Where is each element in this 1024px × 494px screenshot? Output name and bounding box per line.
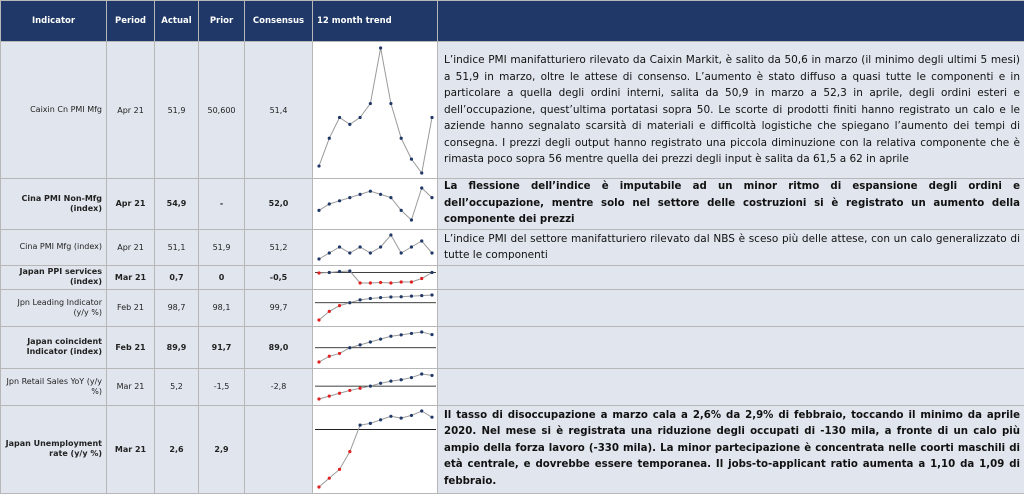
consensus-cell: -0,5 xyxy=(245,265,313,289)
actual-cell: 51,9 xyxy=(155,42,199,179)
indicator-name: Japan coincident Indicator (index) xyxy=(1,326,107,368)
actual-cell: 51,1 xyxy=(155,229,199,265)
table-row xyxy=(1,368,1024,405)
actual-cell: 98,7 xyxy=(155,289,199,326)
consensus-cell xyxy=(245,405,313,493)
sparkline-point xyxy=(379,296,382,299)
trend-cell xyxy=(313,265,438,289)
sparkline-point xyxy=(410,414,413,417)
sparkline-line xyxy=(319,295,432,320)
sparkline-line xyxy=(319,411,432,487)
sparkline-point xyxy=(400,333,403,336)
sparkline-point xyxy=(430,374,433,377)
sparkline-point xyxy=(317,209,320,212)
sparkline-point xyxy=(379,338,382,341)
trend-cell xyxy=(313,42,438,179)
sparkline-point xyxy=(358,343,361,346)
consensus-cell: 89,0 xyxy=(245,326,313,368)
prior-cell: 98,1 xyxy=(199,289,245,326)
prior-cell: -1,5 xyxy=(199,368,245,405)
sparkline-point xyxy=(348,122,351,125)
sparkline-point xyxy=(400,209,403,212)
prior-cell: - xyxy=(199,179,245,230)
table-row xyxy=(1,405,1024,493)
trend-cell xyxy=(313,179,438,230)
actual-cell: 54,9 xyxy=(155,179,199,230)
period-cell: Mar 21 xyxy=(107,405,155,493)
sparkline-point xyxy=(389,281,392,284)
sparkline-point xyxy=(389,415,392,418)
sparkline-point xyxy=(369,385,372,388)
consensus-cell: 51,4 xyxy=(245,42,313,179)
comment-cell xyxy=(438,265,1024,289)
sparkline-point xyxy=(430,251,433,254)
sparkline-point xyxy=(338,352,341,355)
period-cell: Feb 21 xyxy=(107,326,155,368)
sparkline-point xyxy=(410,295,413,298)
col-header-consensus: Consensus xyxy=(245,1,313,42)
sparkline-point xyxy=(369,297,372,300)
sparkline-point xyxy=(328,310,331,313)
header-row xyxy=(1,1,1024,42)
sparkline-point xyxy=(328,477,331,480)
sparkline-point xyxy=(348,196,351,199)
sparkline-point xyxy=(400,416,403,419)
period-cell: Feb 21 xyxy=(107,289,155,326)
comment-cell: La flessione dell’indice è imputabile ad un minor ritmo di espansione degli ordini e dell’occupazione, mentre solo nel settore delle costruzioni si è registrato un aumento della componente dei prezzi xyxy=(438,179,1024,230)
period-cell: Apr 21 xyxy=(107,42,155,179)
sparkline-point xyxy=(400,136,403,139)
period-cell: Apr 21 xyxy=(107,179,155,230)
indicator-name: Jpn Leading Indicator (y/y %) xyxy=(1,289,107,326)
consensus-cell: 99,7 xyxy=(245,289,313,326)
prior-cell: 2,9 xyxy=(199,405,245,493)
sparkline-chart xyxy=(313,230,438,264)
sparkline-point xyxy=(328,136,331,139)
indicator-name: Japan Unemployment rate (y/y %) xyxy=(1,405,107,493)
sparkline-point xyxy=(379,46,382,49)
indicator-name: Cina PMI Mfg (index) xyxy=(1,229,107,265)
sparkline-point xyxy=(338,270,341,273)
sparkline-point xyxy=(379,193,382,196)
sparkline-point xyxy=(400,378,403,381)
sparkline-point xyxy=(420,409,423,412)
sparkline-line xyxy=(319,188,432,220)
sparkline-point xyxy=(389,101,392,104)
comment-cell: L’indice PMI manifatturiero rilevato da Caixin Markit, è salito da 50,6 in marzo (il minimo degli ultimi 5 mesi) a 51,9 in marzo, oltre le attese di consenso. L’aumento è stato diffuso a quasi tutte le componenti e in particolare a quella degli ordini interni, salita da 50,9 in marzo a 52,3 in aprile, degli ordini esteri e dell’occupazione, quest’ultima portatasi sopra 50. Le scorte di prodotti finiti hanno registrato un calo e le aziende hanno segnalato scarsità di materiali e difficoltà logistiche che spiegano l’aumento dei tempi di consegna. I prezzi degli output hanno registrato una piccola diminuzione con la relativa componente che è rimasta poco sopra 56 mentre quella dei prezzi degli input è salita da 61,5 a 62 in aprile xyxy=(438,42,1024,179)
sparkline-line xyxy=(319,332,432,362)
col-header-prior: Prior xyxy=(199,1,245,42)
sparkline-point xyxy=(400,251,403,254)
actual-cell: 0,7 xyxy=(155,265,199,289)
trend-cell xyxy=(313,229,438,265)
consensus-cell: -2,8 xyxy=(245,368,313,405)
comment-cell xyxy=(438,368,1024,405)
period-cell: Mar 21 xyxy=(107,368,155,405)
sparkline-point xyxy=(358,245,361,248)
indicator-name: Caixin Cn PMI Mfg xyxy=(1,42,107,179)
sparkline-point xyxy=(430,196,433,199)
indicator-name: Japan PPI services (index) xyxy=(1,265,107,289)
sparkline-chart xyxy=(313,406,438,492)
prior-cell: 91,7 xyxy=(199,326,245,368)
sparkline-point xyxy=(410,245,413,248)
sparkline-point xyxy=(358,193,361,196)
sparkline-point xyxy=(369,281,372,284)
sparkline-point xyxy=(379,281,382,284)
sparkline-chart xyxy=(313,327,438,367)
sparkline-point xyxy=(317,397,320,400)
table-row xyxy=(1,326,1024,368)
sparkline-point xyxy=(379,382,382,385)
sparkline-point xyxy=(348,251,351,254)
table-row xyxy=(1,42,1024,179)
col-header-trend: 12 month trend xyxy=(313,1,438,42)
sparkline-point xyxy=(400,280,403,283)
sparkline-point xyxy=(430,271,433,274)
sparkline-point xyxy=(328,271,331,274)
sparkline-point xyxy=(317,271,320,274)
sparkline-point xyxy=(389,380,392,383)
actual-cell: 89,9 xyxy=(155,326,199,368)
sparkline-point xyxy=(338,304,341,307)
sparkline-point xyxy=(389,233,392,236)
sparkline-point xyxy=(348,301,351,304)
prior-cell: 51,9 xyxy=(199,229,245,265)
sparkline-point xyxy=(420,239,423,242)
table-row xyxy=(1,265,1024,289)
sparkline-chart xyxy=(313,369,438,404)
sparkline-chart xyxy=(313,290,438,325)
comment-cell: Il tasso di disoccupazione a marzo cala a 2,6% da 2,9% di febbraio, toccando il minimo da aprile 2020. Nel mese si è registrata una riduzione degli occupati di -130 mila, a fronte di un calo più ampio della forza lavoro (-330 mila). La minor partecipazione è concentrata nelle coorti maschili di età centrale, e dovrebbe essere temporanea. Il jobs-to-applicant ratio aumenta a 1,10 da 1,09 di febbraio. xyxy=(438,405,1024,493)
sparkline-point xyxy=(328,202,331,205)
sparkline-point xyxy=(338,199,341,202)
consensus-cell: 52,0 xyxy=(245,179,313,230)
sparkline-point xyxy=(410,218,413,221)
sparkline-point xyxy=(317,318,320,321)
table-row xyxy=(1,289,1024,326)
sparkline-point xyxy=(328,355,331,358)
sparkline-line xyxy=(319,235,432,259)
sparkline-point xyxy=(317,164,320,167)
sparkline-point xyxy=(358,298,361,301)
sparkline-point xyxy=(410,332,413,335)
sparkline-point xyxy=(338,468,341,471)
sparkline-point xyxy=(369,189,372,192)
sparkline-point xyxy=(369,101,372,104)
col-header-period: Period xyxy=(107,1,155,42)
sparkline-point xyxy=(338,392,341,395)
sparkline-point xyxy=(430,333,433,336)
consensus-cell: 51,2 xyxy=(245,229,313,265)
sparkline-point xyxy=(410,376,413,379)
sparkline-point xyxy=(410,157,413,160)
sparkline-point xyxy=(358,387,361,390)
table-row xyxy=(1,229,1024,265)
sparkline-point xyxy=(317,257,320,260)
sparkline-point xyxy=(328,395,331,398)
sparkline-point xyxy=(328,251,331,254)
indicator-name: Jpn Retail Sales YoY (y/y %) xyxy=(1,368,107,405)
sparkline-chart xyxy=(313,43,438,178)
sparkline-point xyxy=(389,295,392,298)
sparkline-point xyxy=(389,196,392,199)
period-cell: Apr 21 xyxy=(107,229,155,265)
sparkline-point xyxy=(338,245,341,248)
sparkline-point xyxy=(400,295,403,298)
sparkline-point xyxy=(369,422,372,425)
sparkline-point xyxy=(420,277,423,280)
indicator-name: Cina PMI Non-Mfg (index) xyxy=(1,179,107,230)
sparkline-point xyxy=(358,281,361,284)
sparkline-point xyxy=(348,269,351,272)
actual-cell: 2,6 xyxy=(155,405,199,493)
sparkline-line xyxy=(319,48,432,173)
col-header-actual: Actual xyxy=(155,1,199,42)
sparkline-point xyxy=(348,346,351,349)
actual-cell: 5,2 xyxy=(155,368,199,405)
sparkline-point xyxy=(369,251,372,254)
prior-cell: 50,600 xyxy=(199,42,245,179)
comment-cell xyxy=(438,289,1024,326)
table-row xyxy=(1,179,1024,230)
sparkline-point xyxy=(430,416,433,419)
trend-cell xyxy=(313,326,438,368)
comment-cell xyxy=(438,326,1024,368)
sparkline-point xyxy=(358,424,361,427)
trend-cell xyxy=(313,289,438,326)
sparkline-point xyxy=(420,186,423,189)
sparkline-point xyxy=(348,389,351,392)
trend-cell xyxy=(313,405,438,493)
sparkline-point xyxy=(348,450,351,453)
col-header-indicator: Indicator xyxy=(1,1,107,42)
period-cell: Mar 21 xyxy=(107,265,155,289)
sparkline-point xyxy=(420,372,423,375)
col-header-comment xyxy=(438,1,1024,42)
sparkline-point xyxy=(317,360,320,363)
trend-cell xyxy=(313,368,438,405)
sparkline-point xyxy=(358,115,361,118)
sparkline-point xyxy=(379,245,382,248)
sparkline-point xyxy=(410,280,413,283)
comment-cell: L’indice PMI del settore manifatturiero rilevato dal NBS è sceso più delle attese, con un calo generalizzato di tutte le componenti xyxy=(438,229,1024,265)
sparkline-point xyxy=(430,115,433,118)
sparkline-point xyxy=(420,330,423,333)
sparkline-point xyxy=(420,171,423,174)
prior-cell: 0 xyxy=(199,265,245,289)
sparkline-point xyxy=(430,293,433,296)
sparkline-point xyxy=(379,418,382,421)
sparkline-point xyxy=(369,340,372,343)
sparkline-point xyxy=(420,294,423,297)
sparkline-point xyxy=(389,335,392,338)
sparkline-chart xyxy=(313,266,438,288)
sparkline-point xyxy=(338,115,341,118)
sparkline-chart xyxy=(313,183,438,225)
